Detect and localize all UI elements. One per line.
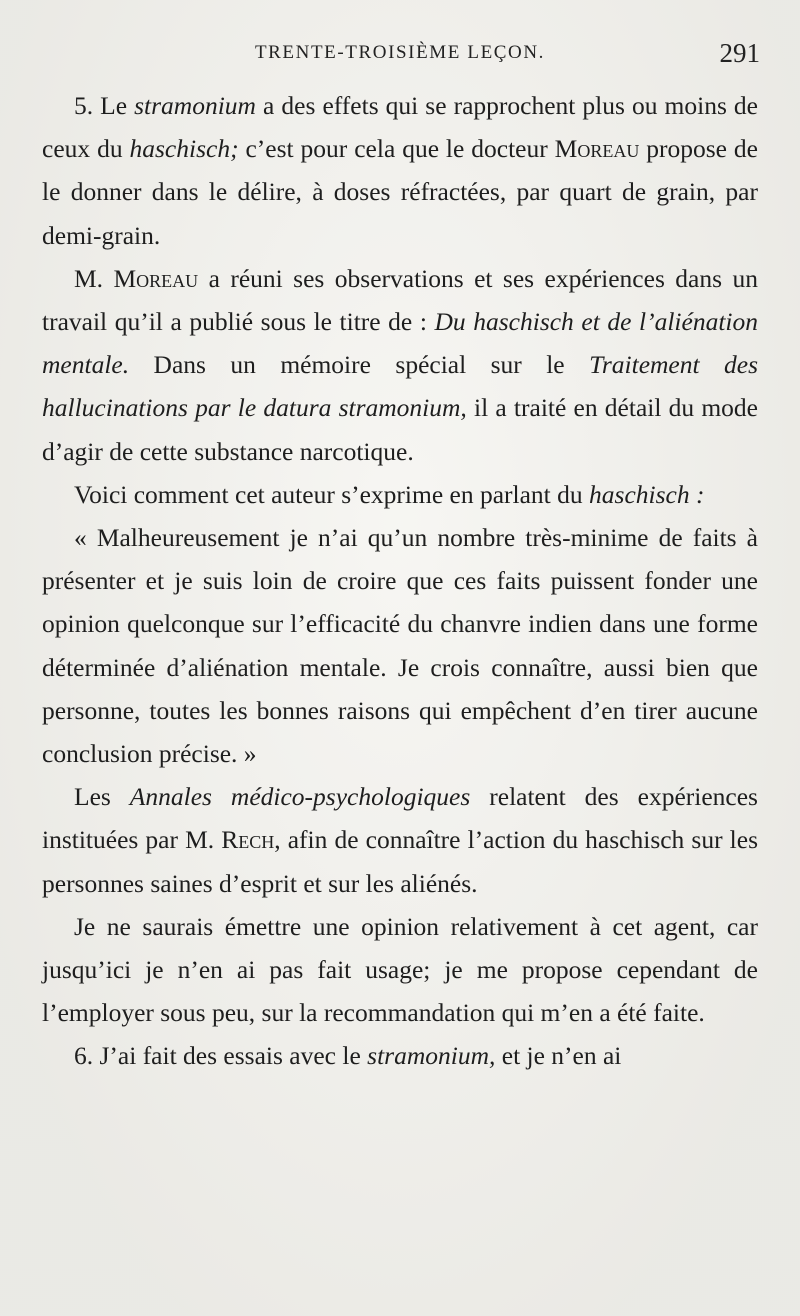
text-run: Les xyxy=(74,782,130,812)
text-run: 6. J’ai fait des essais avec le xyxy=(74,1041,368,1071)
text-run: relatent des expériences instituées par M. xyxy=(42,782,758,855)
text-run: Je ne saurais émettre une opinion relativement à cet agent, car jusqu’ici je n’en ai pas fait usage; je me propose cependant de l’employer sous peu, sur la recommandation qui m’en a été faite. xyxy=(42,911,758,1028)
small-caps-name: Rech xyxy=(221,825,275,855)
paragraph-1 xyxy=(42,84,758,257)
text-run: et je n’en ai xyxy=(495,1041,622,1071)
italic-run: Du haschisch et de l’aliénation mentale. xyxy=(42,307,758,380)
text-run: « Malheureusement je n’ai qu’un nombre très-minime de faits à présenter et je suis loin de croire que ces faits puissent fonder une opinion quelconque sur l’efficacité du chanvre indien dans une forme déterminée d’aliénation mentale. Je crois connaître, aussi bien que personne, toutes les bonnes raisons qui empêchent d’en tirer aucune conclusion précise. » xyxy=(42,523,758,769)
text-run: propose de le donner dans le délire, à doses réfractées, par quart de grain, par demi-grain. xyxy=(42,134,758,250)
paragraph-7 xyxy=(42,1034,758,1077)
italic-run: stramonium xyxy=(134,91,256,120)
italic-run: Traitement des hallucinations par le datura stramonium, xyxy=(42,350,759,423)
page-header xyxy=(40,38,760,72)
italic-run: haschisch; xyxy=(129,134,239,164)
page-number: 291 xyxy=(719,38,760,68)
running-head: TRENTE-TROISIÈME LEÇON. xyxy=(254,42,546,63)
paragraph-2 xyxy=(42,257,758,473)
italic-run: haschisch : xyxy=(589,479,705,509)
paragraph-6 xyxy=(42,905,758,1035)
text-run: Voici comment cet auteur s’exprime en parlant du xyxy=(74,479,590,509)
small-caps-name: Moreau xyxy=(113,263,199,293)
text-run: M. xyxy=(74,263,114,293)
italic-run: stramonium, xyxy=(367,1041,496,1071)
small-caps-name: Moreau xyxy=(554,134,640,164)
italic-run: Annales médico-psychologiques xyxy=(129,782,471,812)
body-text xyxy=(42,84,758,1078)
text-run: c’est pour cela que le docteur xyxy=(238,134,555,164)
text-run: 5. Le xyxy=(74,91,135,120)
paragraph-3 xyxy=(42,473,758,516)
text-run: a réuni ses observations et ses expériences dans un travail qu’il a publié sous le titre de : xyxy=(42,263,758,337)
text-run: a des effets qui se rapprochent plus ou moins de ceux du xyxy=(42,91,758,164)
paragraph-5 xyxy=(42,775,758,905)
text-run: il a traité en détail du mode d’agir de cette substance narcotique. xyxy=(42,393,758,466)
paragraph-4-quotation xyxy=(42,516,758,775)
text-run: , afin de connaître l’action du haschisch sur les personnes saines d’esprit et sur les aliénés. xyxy=(42,825,758,898)
text-run: Dans un mémoire spécial sur le xyxy=(129,350,590,380)
